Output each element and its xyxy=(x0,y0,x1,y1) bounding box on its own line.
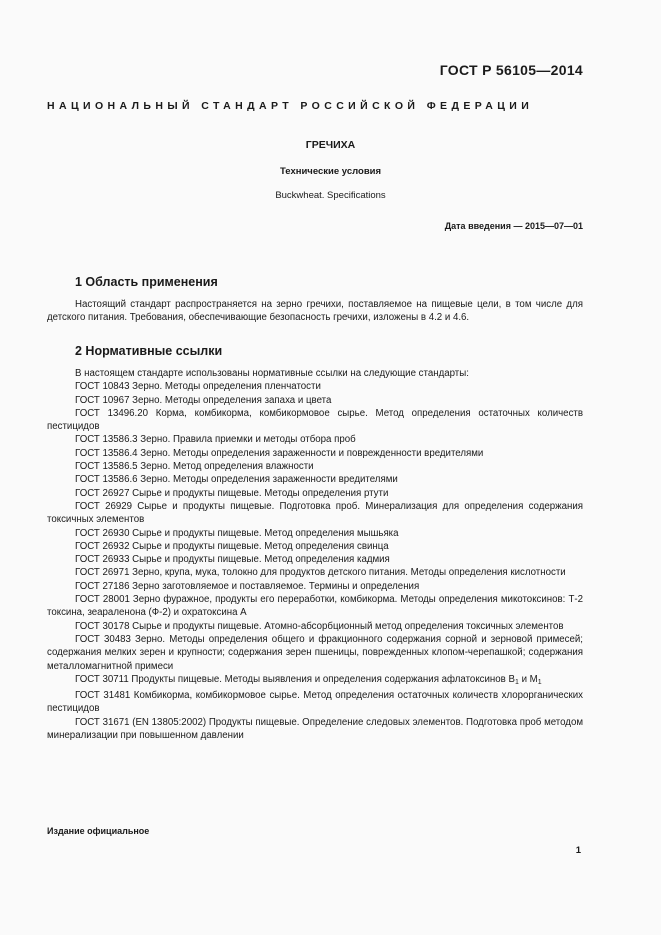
section-2-intro: В настоящем стандарте использованы нормативные ссылки на следующие стандарты: xyxy=(75,368,469,379)
reference-item: ГОСТ 13586.6 Зерно. Методы определения зараженности вредителями xyxy=(75,474,398,486)
reference-item: ГОСТ 26933 Сырье и продукты пищевые. Метод определения кадмия xyxy=(75,554,390,566)
reference-item: ГОСТ 13496.20 Корма, комбикорма, комбикормовое сырье. Метод определения остаточных количеств пестицидов xyxy=(47,407,583,433)
reference-item: ГОСТ 27186 Зерно заготовляемое и поставляемое. Термины и определения xyxy=(75,580,420,592)
reference-item: ГОСТ 31481 Комбикорма, комбикормовое сырье. Метод определения остаточных количеств хлорорганических пестицидов xyxy=(47,690,583,715)
reference-item: ГОСТ 31671 (EN 13805:2002) Продукты пищевые. Определение следовых элементов. Подготовка проб методом минерализации при повышенном давлении xyxy=(47,716,583,742)
reference-item: ГОСТ 26930 Сырье и продукты пищевые. Метод определения мышьяка xyxy=(75,527,399,539)
document-title-english: Buckwheat. Specifications xyxy=(275,190,386,201)
reference-item: ГОСТ 26927 Сырье и продукты пищевые. Методы определения ртути xyxy=(75,487,389,499)
subscript: 1 xyxy=(537,678,542,686)
reference-item: ГОСТ 13586.3 Зерно. Правила приемки и методы отбора проб xyxy=(75,434,356,446)
reference-item: ГОСТ 10967 Зерно. Методы определения запаха и цвета xyxy=(75,394,332,406)
introduction-date: Дата введения — 2015—07—01 xyxy=(444,221,583,231)
reference-item: ГОСТ 13586.5 Зерно. Метод определения влажности xyxy=(75,461,314,473)
reference-item: ГОСТ 26932 Сырье и продукты пищевые. Метод определения свинца xyxy=(75,540,389,552)
section-1-heading: 1 Область применения xyxy=(75,275,218,289)
subscript: 1 xyxy=(514,678,519,686)
reference-item-aflatoxin xyxy=(47,673,583,689)
reference-item: ГОСТ 30483 Зерно. Методы определения общего и фракционного содержания сорной и зерновой примесей; содержания мелких зерен и крупности; содержания зерен пшеницы, поврежденных клопом-черепашкой; содержания металломагнитной примеси xyxy=(47,633,583,672)
reference-item: ГОСТ 28001 Зерно фуражное, продукты его переработки, комбикорма. Методы определения микотоксинов: Т-2 токсина, зеараленона (Ф-2) и охратоксина А xyxy=(47,594,583,619)
official-edition-label: Издание официальное xyxy=(47,826,150,836)
national-standard-banner: НАЦИОНАЛЬНЫЙ СТАНДАРТ РОССИЙСКОЙ ФЕДЕРАЦИИ xyxy=(47,100,534,112)
section-1-paragraph: Настоящий стандарт распространяется на зерно гречихи, поставляемое на пищевые цели, в том числе для детского питания. Требования, обеспечивающие безопасность гречихи, изложены в 4.2 и 4.6. xyxy=(47,299,583,324)
document-subtitle: Технические условия xyxy=(279,166,382,177)
section-1-body xyxy=(47,298,583,325)
reference-item: ГОСТ 10843 Зерно. Методы определения пленчатости xyxy=(75,381,321,393)
reference-item: ГОСТ 26971 Зерно, крупа, мука, толокно для продуктов детского питания. Методы определения кислотности xyxy=(75,567,566,579)
reference-text: ГОСТ 30711 Продукты пищевые. Методы выявления и определения содержания афлатоксинов B xyxy=(75,673,515,685)
page-number: 1 xyxy=(575,845,581,856)
reference-item: ГОСТ 13586.4 Зерно. Методы определения зараженности и поврежденности вредителями xyxy=(75,447,484,459)
section-2-body xyxy=(47,367,583,742)
reference-item: ГОСТ 26929 Сырье и продукты пищевые. Подготовка проб. Минерализация для определения содержания токсичных элементов xyxy=(47,500,583,526)
standard-number: ГОСТ Р 56105—2014 xyxy=(439,62,583,78)
reference-item: ГОСТ 30178 Сырье и продукты пищевые. Атомно-абсорбционный метод определения токсичных элементов xyxy=(75,620,564,632)
reference-text: и M xyxy=(518,673,538,685)
section-2-heading: 2 Нормативные ссылки xyxy=(75,344,223,358)
document-title: ГРЕЧИХА xyxy=(305,139,356,151)
